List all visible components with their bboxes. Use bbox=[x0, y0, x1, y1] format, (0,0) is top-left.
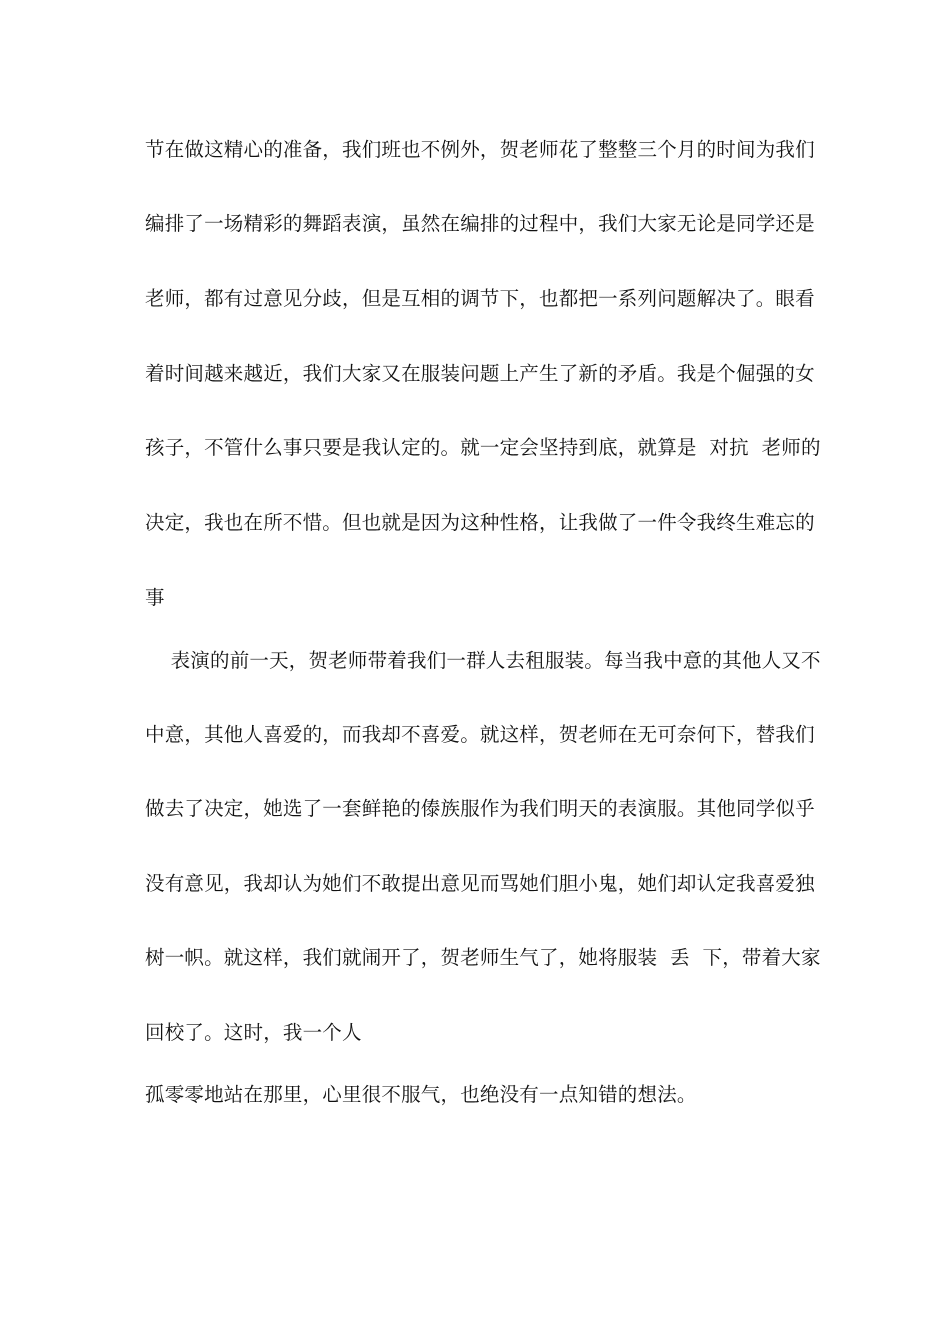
text-line-6: 决定，我也在所不惜。但也就是因为这种性格，让我做了一件令我终生难忘的 bbox=[145, 511, 815, 534]
text-line-9: 中意，其他人喜爱的，而我却不喜爱。就这样，贺老师在无可奈何下，替我们 bbox=[145, 723, 815, 746]
text-line-11: 没有意见，我却认为她们不敢提出意见而骂她们胆小鬼，她们却认定我喜爱独 bbox=[145, 872, 815, 895]
text-line-10: 做去了决定，她选了一套鲜艳的傣族服作为我们明天的表演服。其他同学似乎 bbox=[145, 797, 815, 820]
text-line-1: 节在做这精心的准备，我们班也不例外，贺老师花了整整三个月的时间为我们 bbox=[145, 138, 815, 161]
text-line-5: 孩子，不管什么事只要是我认定的。就一定会坚持到底，就算是 对抗 老师的 bbox=[145, 436, 821, 459]
text-line-8: 表演的前一天，贺老师带着我们一群人去租服装。每当我中意的其他人又不 bbox=[145, 649, 821, 672]
text-line-2: 编排了一场精彩的舞蹈表演，虽然在编排的过程中，我们大家无论是同学还是 bbox=[145, 212, 815, 235]
text-line-13: 回校了。这时，我一个人 bbox=[145, 1021, 362, 1044]
text-line-4: 着时间越来越近，我们大家又在服装问题上产生了新的矛盾。我是个倔强的女 bbox=[145, 362, 815, 385]
text-line-12: 树一帜。就这样，我们就闹开了，贺老师生气了，她将服装 丢 下，带着大家 bbox=[145, 946, 821, 969]
text-line-7: 事 bbox=[145, 586, 165, 609]
text-line-3: 老师，都有过意见分歧，但是互相的调节下，也都把一系列问题解决了。眼看 bbox=[145, 287, 815, 310]
text-line-14: 孤零零地站在那里，心里很不服气，也绝没有一点知错的想法。 bbox=[145, 1083, 697, 1106]
